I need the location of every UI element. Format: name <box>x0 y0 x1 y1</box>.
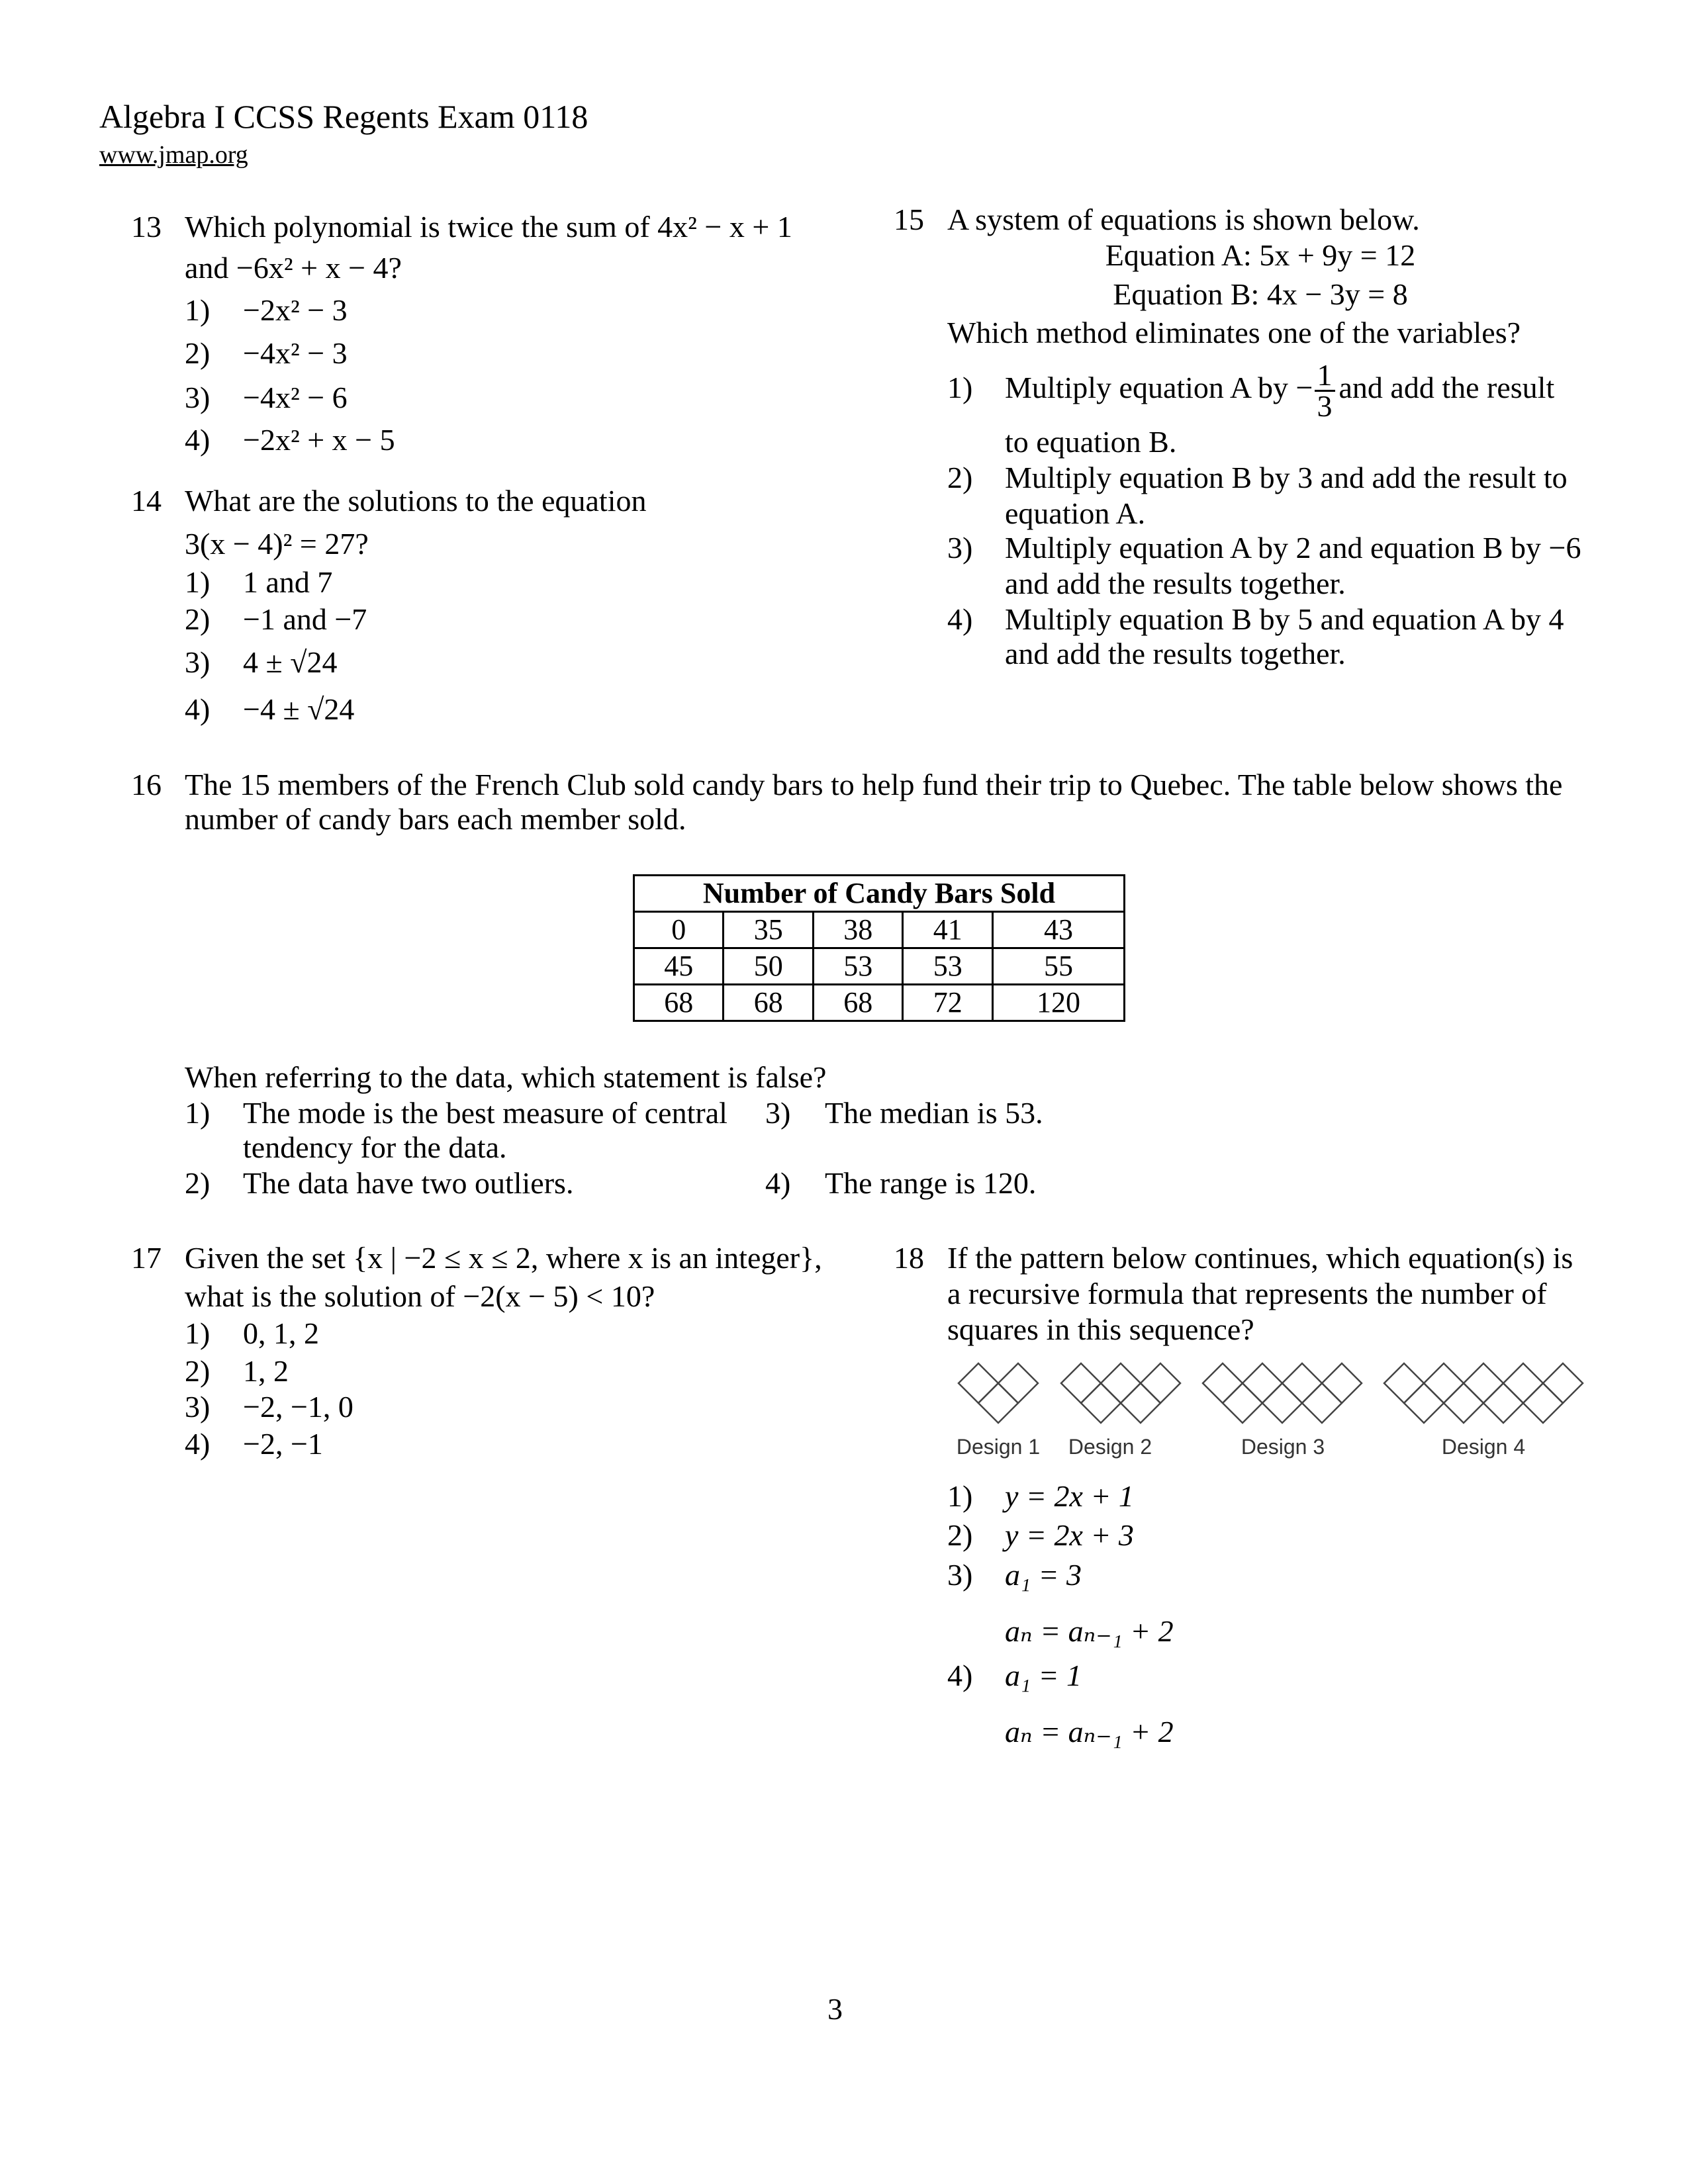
option-number: 3) <box>185 1390 211 1424</box>
question-text: Which method eliminates one of the variables? <box>947 316 1521 349</box>
table-cell: 38 <box>813 912 902 948</box>
diamond-square <box>1223 1383 1262 1423</box>
option-text: aₙ = aₙ₋₁ + 2 <box>1005 1715 1174 1749</box>
equation-a: Equation A: 5x + 9y = 12 <box>1105 238 1416 272</box>
option-number: 1) <box>185 1096 211 1130</box>
table-cell: 50 <box>724 948 813 985</box>
option-number: 3) <box>947 1558 973 1592</box>
diamond-square <box>1322 1363 1362 1403</box>
design-label: Design 2 <box>1068 1435 1152 1459</box>
option-text: −2x² + x − 5 <box>243 423 395 457</box>
option-number: 2) <box>185 602 211 636</box>
option-number: 4) <box>947 1659 973 1692</box>
question-number: 16 <box>131 768 162 801</box>
diamond-square <box>1243 1363 1282 1403</box>
page-number: 3 <box>827 1992 843 2026</box>
fraction-denominator: 3 <box>1317 388 1333 423</box>
diamond-square <box>1384 1363 1424 1403</box>
option-text: tendency for the data. <box>243 1130 507 1164</box>
design-label: Design 4 <box>1441 1435 1526 1459</box>
option-text-part: and add the result <box>1338 371 1555 404</box>
option-number: 3) <box>185 645 211 679</box>
option-text: and add the results together. <box>1005 637 1346 670</box>
option-text: 1 and 7 <box>243 565 333 599</box>
question-text: What are the solutions to the equation <box>185 484 647 518</box>
option-text: −2, −1, 0 <box>243 1390 353 1424</box>
diamond-square <box>1483 1383 1523 1423</box>
diamond-square <box>1543 1363 1583 1403</box>
table-cell: 120 <box>992 985 1124 1021</box>
table-cell: 0 <box>634 912 724 948</box>
diamond-square <box>1464 1363 1503 1403</box>
table-cell: 35 <box>724 912 813 948</box>
question-number: 14 <box>131 484 162 518</box>
option-text: a₁ = 1 <box>1005 1659 1082 1692</box>
table-cell: 43 <box>992 912 1124 948</box>
diamond-square <box>1404 1383 1444 1423</box>
option-number: 1) <box>185 565 211 599</box>
option-text: 1, 2 <box>243 1354 289 1388</box>
diamond-square <box>1081 1383 1121 1423</box>
question-text: number of candy bars each member sold. <box>185 802 686 836</box>
fraction-numerator: 1 <box>1315 361 1335 392</box>
question-prompt: When referring to the data, which statement is false? <box>185 1060 827 1094</box>
option-text: 0, 1, 2 <box>243 1316 319 1350</box>
option-number: 4) <box>185 1427 211 1461</box>
exam-title: Algebra I CCSS Regents Exam 0118 <box>99 98 588 135</box>
option-text: 4 ± √24 <box>243 645 338 679</box>
option-text: −4x² − 6 <box>243 381 348 414</box>
table-cell: 68 <box>813 985 902 1021</box>
option-number: 2) <box>947 461 973 494</box>
option-text: The mode is the best measure of central <box>243 1096 727 1130</box>
question-text: If the pattern below continues, which equation(s) is <box>947 1241 1573 1275</box>
equation-b: Equation B: 4x − 3y = 8 <box>1113 277 1408 311</box>
table-cell: 53 <box>813 948 902 985</box>
option-text: Multiply equation B by 5 and equation A by 4 <box>1005 602 1564 636</box>
diamond-square <box>1101 1363 1141 1403</box>
diamond-square <box>1444 1383 1483 1423</box>
table-cell: 55 <box>992 948 1124 985</box>
diamond-square <box>1262 1383 1302 1423</box>
option-number: 2) <box>185 1166 211 1200</box>
option-text: Multiply equation B by 3 and add the result to <box>1005 461 1568 494</box>
option-text: aₙ = aₙ₋₁ + 2 <box>1005 1614 1174 1648</box>
diamond-square <box>1523 1383 1563 1423</box>
question-text: Which polynomial is twice the sum of 4x² − x + 1 <box>185 210 792 244</box>
option-number: 2) <box>185 1354 211 1388</box>
option-text: −2, −1 <box>243 1427 323 1461</box>
diamond-square <box>1302 1383 1342 1423</box>
table-cell: 45 <box>634 948 724 985</box>
question-text: Given the set {x | −2 ≤ x ≤ 2, where x is an integer}, <box>185 1241 822 1275</box>
option-text: Multiply equation A by 2 and equation B by −6 <box>1005 531 1581 565</box>
question-number: 15 <box>894 203 924 236</box>
option-text: The median is 53. <box>825 1096 1043 1130</box>
option-text: equation A. <box>1005 496 1146 530</box>
design-label: Design 3 <box>1241 1435 1325 1459</box>
website-link[interactable]: www.jmap.org <box>99 141 248 169</box>
option-text: The data have two outliers. <box>243 1166 574 1200</box>
option-text: −4x² − 3 <box>243 336 348 370</box>
option-number: 2) <box>185 336 211 370</box>
table-title: Number of Candy Bars Sold <box>634 876 1125 912</box>
design-label: Design 1 <box>956 1435 1041 1459</box>
option-number: 2) <box>947 1518 973 1552</box>
option-text: The range is 120. <box>825 1166 1037 1200</box>
option-number: 3) <box>765 1096 791 1130</box>
option-text-part: Multiply equation A by − <box>1005 371 1313 404</box>
option-number: 4) <box>185 423 211 457</box>
option-text: −1 and −7 <box>243 602 367 636</box>
diamond-square <box>1121 1383 1160 1423</box>
diamond-square <box>1141 1363 1180 1403</box>
option-text: and add the results together. <box>1005 567 1346 600</box>
table-cell: 72 <box>903 985 992 1021</box>
table-cell: 41 <box>903 912 992 948</box>
diamond-square <box>998 1363 1038 1403</box>
table-cell: 68 <box>724 985 813 1021</box>
diamond-square <box>1282 1363 1322 1403</box>
question-text: 3(x − 4)² = 27? <box>185 527 369 561</box>
question-number: 18 <box>894 1241 924 1275</box>
option-text: a₁ = 3 <box>1005 1558 1082 1592</box>
option-number: 1) <box>185 1316 211 1350</box>
question-text: squares in this sequence? <box>947 1312 1254 1346</box>
option-number: 1) <box>947 371 973 404</box>
option-text: −2x² − 3 <box>243 293 348 327</box>
option-number: 4) <box>185 692 211 726</box>
question-text: what is the solution of −2(x − 5) < 10? <box>185 1279 655 1313</box>
option-number: 4) <box>765 1166 791 1200</box>
option-text: y = 2x + 3 <box>1005 1518 1134 1552</box>
option-number: 4) <box>947 602 973 636</box>
table-cell: 53 <box>903 948 992 985</box>
question-number: 13 <box>131 210 162 244</box>
diamond-square <box>1424 1363 1464 1403</box>
diamond-square <box>959 1363 998 1403</box>
diamond-square <box>978 1383 1018 1423</box>
option-number: 1) <box>185 293 211 327</box>
option-number: 3) <box>947 531 973 565</box>
question-text: and −6x² + x − 4? <box>185 251 402 285</box>
option-text: −4 ± √24 <box>243 692 355 726</box>
option-text: to equation B. <box>1005 425 1177 459</box>
option-text: y = 2x + 1 <box>1005 1479 1134 1513</box>
option-number: 3) <box>185 381 211 414</box>
table-cell: 68 <box>634 985 724 1021</box>
diamond-square <box>1503 1363 1543 1403</box>
question-text: The 15 members of the French Club sold candy bars to help fund their trip to Quebec. The table below shows the <box>185 768 1563 801</box>
question-number: 17 <box>131 1241 162 1275</box>
diamond-square <box>1061 1363 1101 1403</box>
question-text: a recursive formula that represents the number of <box>947 1277 1547 1310</box>
option-number: 1) <box>947 1479 973 1513</box>
diamond-square <box>1203 1363 1243 1403</box>
question-text: A system of equations is shown below. <box>947 203 1420 236</box>
